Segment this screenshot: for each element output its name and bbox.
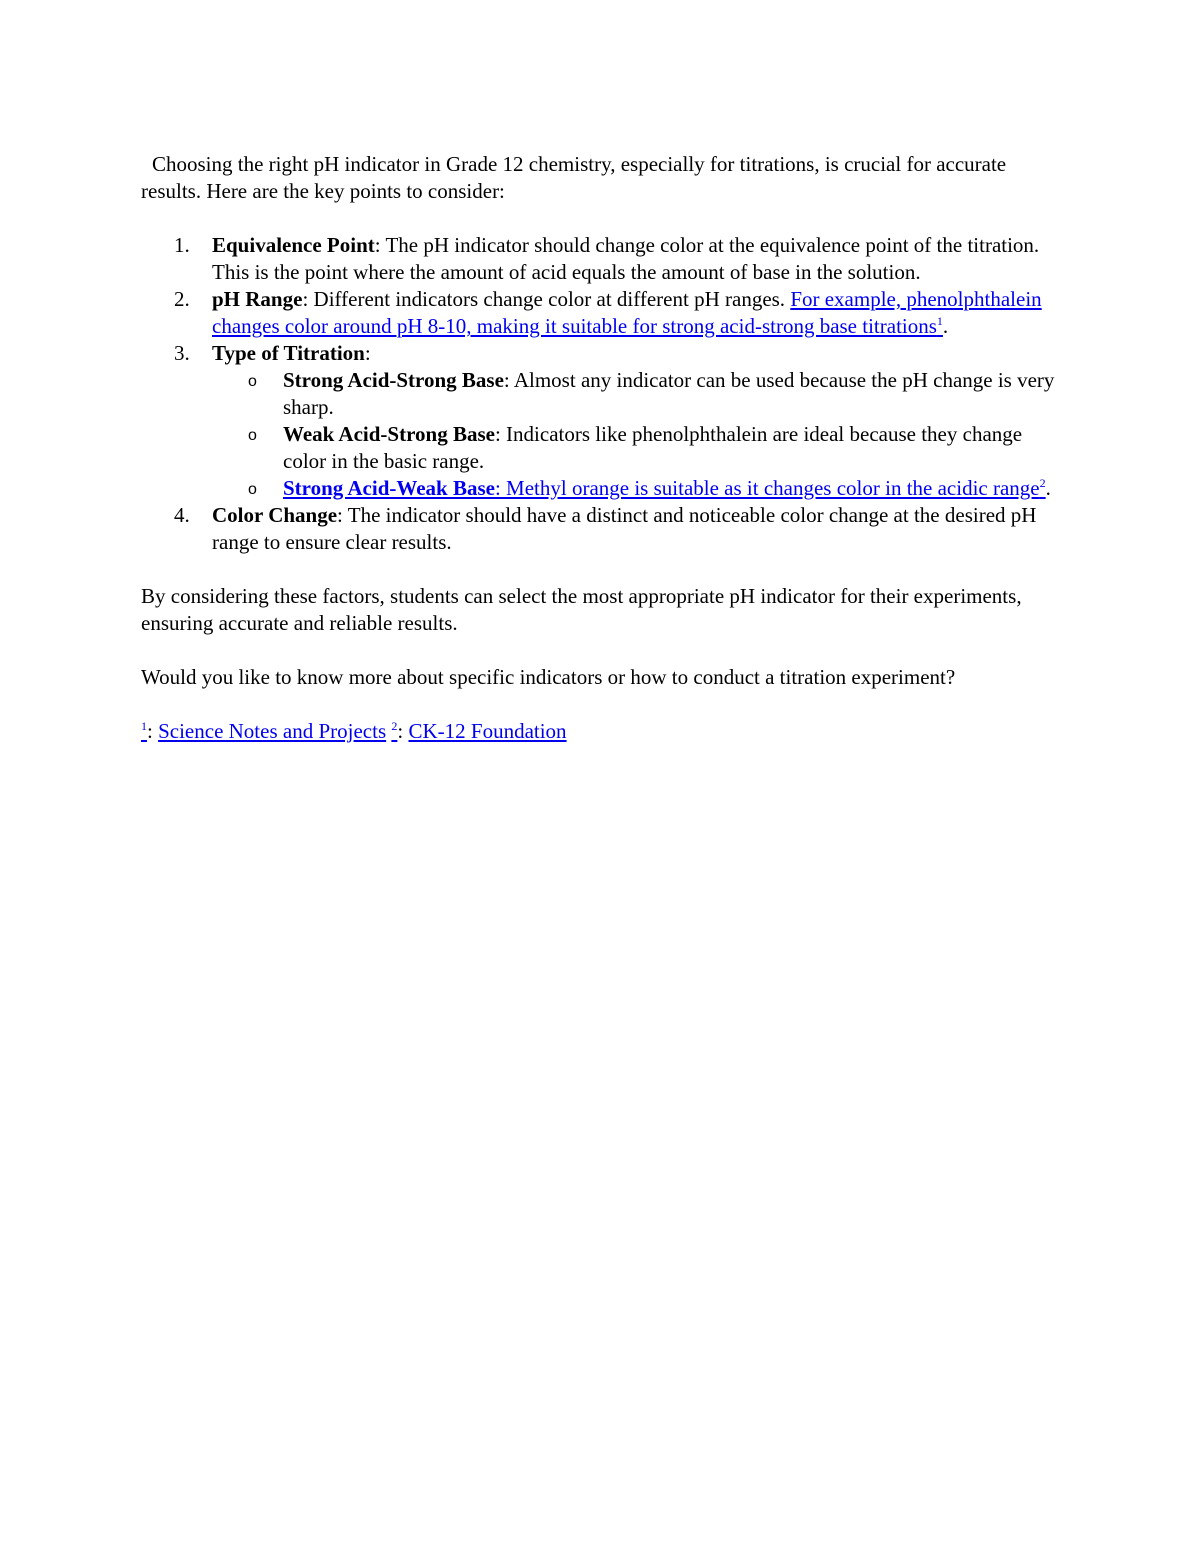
- item-term: Type of Titration: [212, 341, 365, 365]
- bullet-icon: o: [248, 427, 257, 444]
- item-term: Equivalence Point: [212, 233, 375, 257]
- titration-types-list: [212, 367, 1061, 502]
- bullet-icon: o: [248, 481, 257, 498]
- reference-link-ck12[interactable]: CK-12 Foundation: [408, 719, 567, 743]
- intro-paragraph: Choosing the right pH indicator in Grade 12 chemistry, especially for titrations, is crucial for accurate results. Here are the key points to consider:: [141, 152, 1007, 203]
- reference-separator: :: [147, 719, 159, 743]
- question-paragraph: Would you like to know more about specific indicators or how to conduct a titration experiment?: [141, 665, 956, 689]
- sub-list-item: [212, 475, 1061, 502]
- list-item: [141, 232, 1061, 286]
- reference-separator: :: [397, 719, 409, 743]
- bullet-icon: o: [248, 373, 257, 390]
- sub-item-term: Weak Acid-Strong Base: [283, 422, 495, 446]
- item-term: Color Change: [212, 503, 338, 527]
- item-text: : The pH indicator should change color at the equivalence point of the titration. This is the point where the amount of acid equals the amount of base in the solution.: [212, 233, 1040, 284]
- list-item: [141, 340, 1061, 502]
- reference-number: 2: [391, 719, 398, 733]
- reference-link-science-notes[interactable]: Science Notes and Projects: [158, 719, 387, 743]
- list-item: [141, 502, 1061, 556]
- citation-ref: 1: [936, 314, 943, 328]
- sub-item-text: : Almost any indicator can be used because the pH change is very sharp.: [283, 368, 1055, 419]
- item-text: : The indicator should have a distinct and noticeable color change at the desired pH range to ensure clear results.: [212, 503, 1037, 554]
- item-tail: .: [1045, 476, 1051, 500]
- list-item: [141, 286, 1061, 340]
- reference-number: 1: [141, 719, 147, 733]
- list-number: 4.: [174, 503, 190, 527]
- citation-link[interactable]: [283, 476, 1046, 500]
- citation-link-text: For example, phenolphthalein changes color around pH 8-10, making it suitable for strong acid-strong base titrations: [212, 287, 1042, 338]
- item-term: pH Range: [212, 287, 303, 311]
- list-number: 2.: [174, 287, 190, 311]
- sub-list-item: [212, 421, 1061, 475]
- conclusion-paragraph: By considering these factors, students can select the most appropriate pH indicator for their experiments, ensuring accurate and reliable results.: [141, 584, 1022, 635]
- item-text: :: [364, 341, 371, 365]
- sub-item-term: Strong Acid-Strong Base: [283, 368, 504, 392]
- citation-link-text: : Methyl orange is suitable as it changes color in the acidic range: [494, 476, 1040, 500]
- key-points-list: [141, 232, 1061, 556]
- citation-ref: 2: [1039, 476, 1046, 490]
- sub-item-term: Strong Acid-Weak Base: [283, 476, 495, 500]
- item-text: : Different indicators change color at different pH ranges.: [302, 287, 791, 311]
- sub-list-item: [212, 367, 1061, 421]
- references-line: [141, 718, 1061, 745]
- document-body: [141, 151, 1061, 745]
- list-number: 1.: [174, 233, 190, 257]
- item-tail: .: [942, 314, 949, 338]
- sub-item-text: : Indicators like phenolphthalein are ideal because they change color in the basic range.: [283, 422, 1023, 473]
- list-number: 3.: [174, 341, 190, 365]
